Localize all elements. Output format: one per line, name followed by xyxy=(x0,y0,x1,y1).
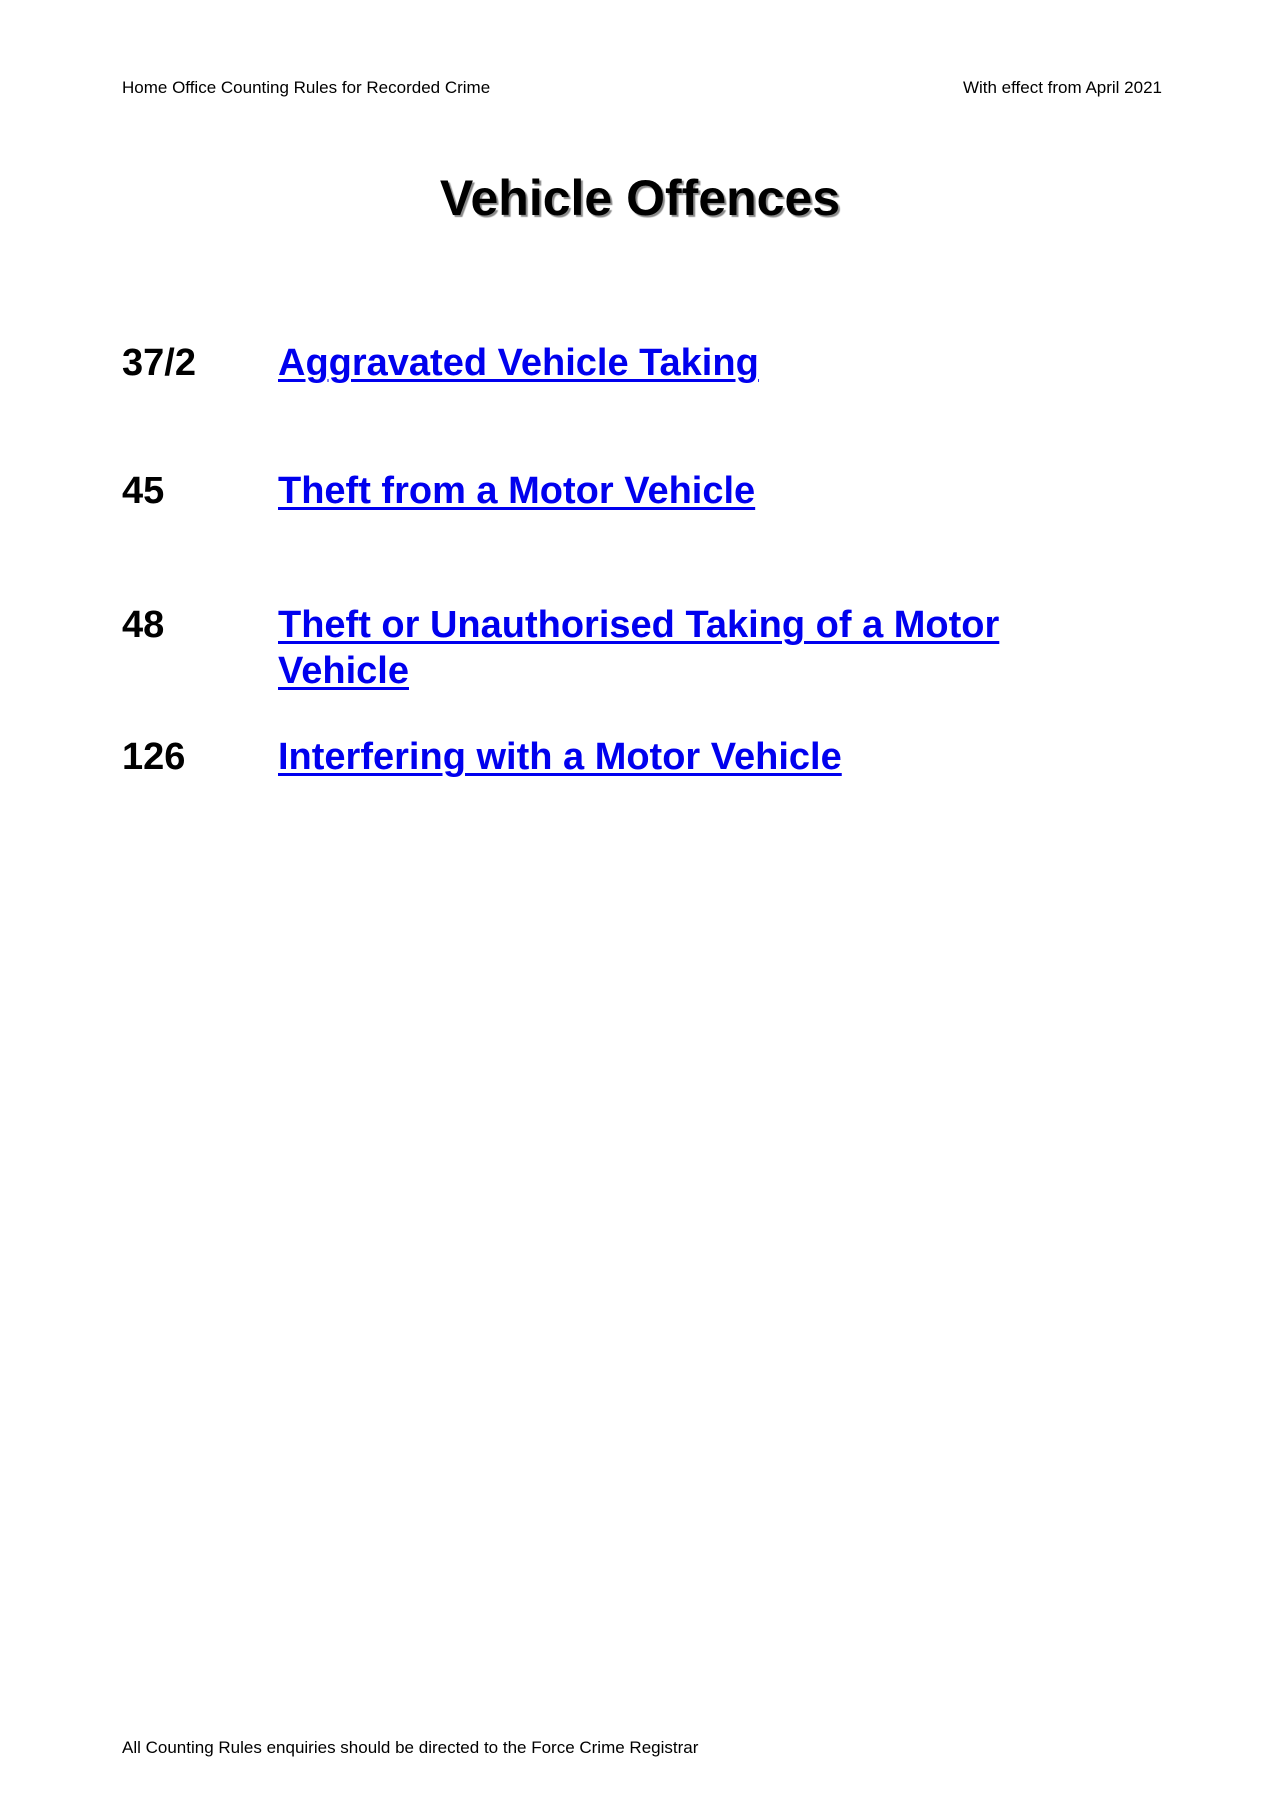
offence-link-theft-or-unauthorised-taking[interactable]: Theft or Unauthorised Taking of a Motor Vehicle xyxy=(278,604,1000,692)
page-footer: All Counting Rules enquiries should be directed to the Force Crime Registrar xyxy=(122,1738,699,1757)
header-effective-date: With effect from April 2021 xyxy=(962,78,1162,97)
offence-code: 37/2 xyxy=(122,342,196,384)
header-document-title: Home Office Counting Rules for Recorded Crime xyxy=(122,78,491,97)
page-title: Vehicle Offences xyxy=(439,170,841,226)
offence-row-126 xyxy=(122,734,1162,780)
offence-row-45 xyxy=(122,468,1162,514)
offence-code: 48 xyxy=(122,604,165,646)
offence-row-48 xyxy=(122,602,1162,694)
page-header xyxy=(122,78,1162,98)
offence-link-aggravated-vehicle-taking[interactable]: Aggravated Vehicle Taking xyxy=(278,342,759,384)
offence-link-interfering-with-motor-vehicle[interactable]: Interfering with a Motor Vehicle xyxy=(278,736,842,778)
offence-link-theft-from-motor-vehicle[interactable]: Theft from a Motor Vehicle xyxy=(278,470,756,512)
offence-code: 126 xyxy=(122,736,186,778)
offence-code: 45 xyxy=(122,470,165,512)
offence-row-37-2 xyxy=(122,340,1162,386)
